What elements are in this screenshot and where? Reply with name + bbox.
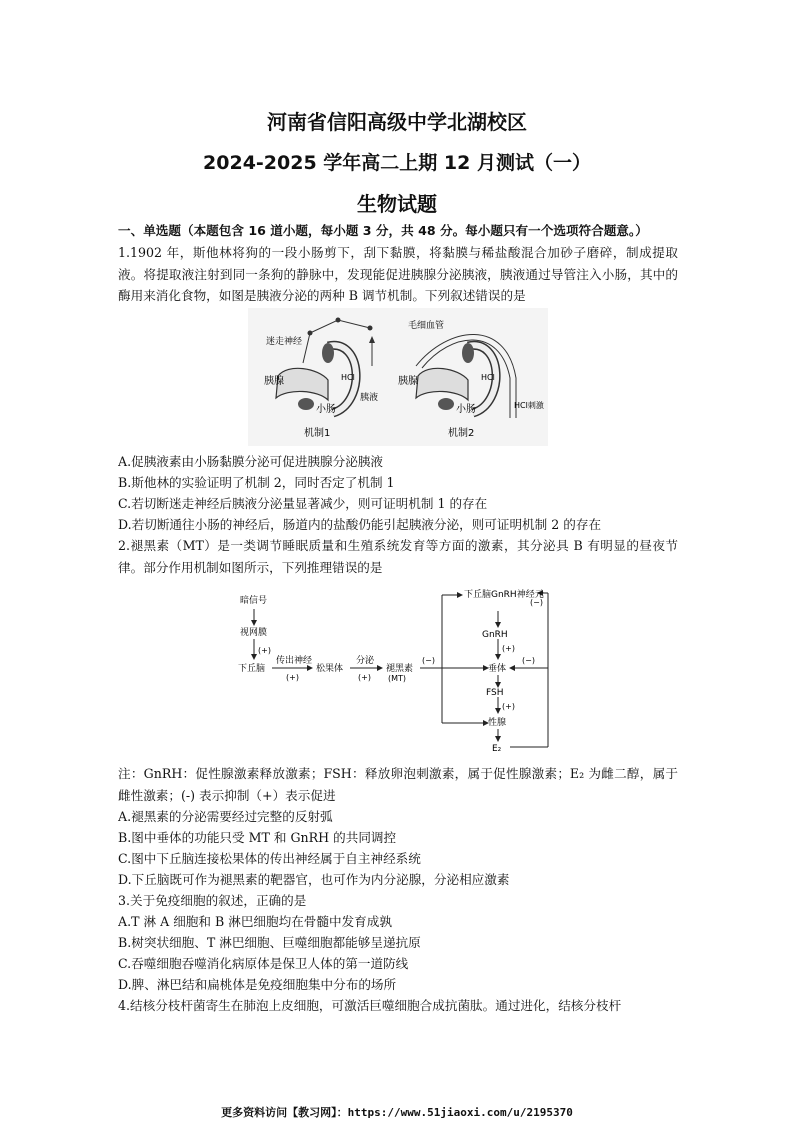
section-heading: 一、单选题（本题包含 16 道小题，每小题 3 分，共 48 分。每小题只有一个选项符合题意。） [118,223,648,238]
pancreas-label-2: 胰腺 [398,376,418,387]
q1-option-d: D.若切断通往小肠的神经后，肠道内的盐酸仍能引起胰液分泌，则可证明机制 2 的存在 [118,517,602,532]
mt-label: 褪黑素 [386,664,414,674]
q2-stem: 2.褪黑素（MT）是一类调节睡眠质量和生殖系统发育等方面的激素，其分泌具 B 有明显的昼夜节律。部分作用机制如图所示，下列推理错误的是 [118,538,678,575]
hcl-stim-label: HCl刺激 [514,401,544,410]
q3-option-d: D.脾、淋巴结和扁桃体是免疫细胞集中分布的场所 [118,977,397,992]
q1-stem: 1.1902 年，斯他林将狗的一段小肠剪下，刮下黏膜，将黏膜与稀盐酸混合加砂子磨碎，制成提取液。将提取液注射到同一条狗的静脉中，发现能促进胰腺分泌胰液，胰液通过导管注入小肠，其中的酶用来消化食物，如图是胰液分泌的两种 B 调节机制。下列叙述错误的是 [118,245,678,303]
q1-figure [248,308,548,446]
hypothalamus-label: 下丘脑 [238,664,266,674]
plus-secrete: (+) [358,673,371,682]
subject-title: 生物试题 [357,192,437,216]
pancreas-label: 胰腺 [264,376,284,387]
e2-label: E₂ [492,744,502,754]
mechanism-1-label: 机制1 [304,428,331,439]
capillary-label: 毛细血管 [408,321,445,331]
exam-title: 2024-2025 学年高二上期 12 月测试（一） [203,152,591,174]
q2-figure [236,583,558,755]
plus-gnrh: (+) [502,644,515,653]
q2-option-b: B.图中垂体的功能只受 MT 和 GnRH 的共同调控 [118,830,397,845]
q3-option-c: C.吞噬细胞吞噬消化病原体是保卫人体的第一道防线 [118,956,409,971]
plus-fsh: (+) [502,702,515,711]
intestine-label-1: 小肠 [316,404,336,415]
school-title: 河南省信阳高级中学北湖校区 [267,110,527,134]
q1-option-b: B.斯他林的实验证明了机制 2，同时否定了机制 1 [118,475,395,490]
q2-option-d: D.下丘脑既可作为褪黑素的靶器官，也可作为内分泌腺，分泌相应激素 [118,872,510,887]
vagus-label: 迷走神经 [266,337,303,347]
q2-option-c: C.图中下丘脑连接松果体的传出神经属于自主神经系统 [118,851,421,866]
minus-mt: (−) [422,656,435,665]
juice-label: 胰液 [360,393,379,403]
q3-option-a: A.T 淋 A 细胞和 B 淋巴细胞均在骨髓中发育成孰 [118,914,392,929]
fsh-label: FSH [486,688,504,698]
gnrh-neuron-label: 下丘脑GnRH神经元 [464,590,544,600]
footer-link[interactable]: 更多资料访问【教习网】：https://www.51jiaoxi.com/u/2195370 [221,1106,573,1119]
mt-abbr-label: (MT) [388,674,407,683]
hcl-label-1: HCl [341,373,355,382]
intestine-label-2: 小肠 [456,404,476,415]
q1-option-c: C.若切断迷走神经后胰液分泌量显著减少，则可证明机制 1 的存在 [118,496,488,511]
minus-e2-pit: (−) [522,656,535,665]
q3-stem: 3.关于免疫细胞的叙述，正确的是 [118,893,307,908]
dark-signal-label: 暗信号 [240,596,268,606]
minus-e2-top: (−) [530,598,543,607]
q4-stem: 4.结核分枝杆菌寄生在肺泡上皮细胞，可激活巨噬细胞合成抗菌肽。通过进化，结核分枝杆 [118,998,622,1013]
plus-retina: (+) [258,646,271,655]
mechanism-2-label: 机制2 [448,428,475,439]
plus-efferent: (+) [286,673,299,682]
pineal-label: 松果体 [316,664,344,674]
q3-option-b: B.树突状细胞、T 淋巴细胞、巨噬细胞都能够呈递抗原 [118,935,421,950]
q1-option-a: A.促胰液素由小肠黏膜分泌可促进胰腺分泌胰液 [118,454,383,469]
gnrh-label: GnRH [482,630,508,640]
pituitary-label: 垂体 [488,664,507,674]
efferent-label: 传出神经 [276,656,313,666]
q2-option-a: A.褪黑素的分泌需要经过完整的反射弧 [118,809,333,824]
q2-note: 注：GnRH：促性腺激素释放激素；FSH：释放卵泡刺激素，属于促性腺激素；E₂ 为雌二醇，属于雌性激素；(-) 表示抑制（+）表示促进 [118,766,678,803]
hcl-label-2: HCl [481,373,495,382]
gonad-label: 性腺 [488,718,507,728]
retina-label: 视网膜 [240,628,268,638]
secrete-label: 分泌 [356,656,375,666]
